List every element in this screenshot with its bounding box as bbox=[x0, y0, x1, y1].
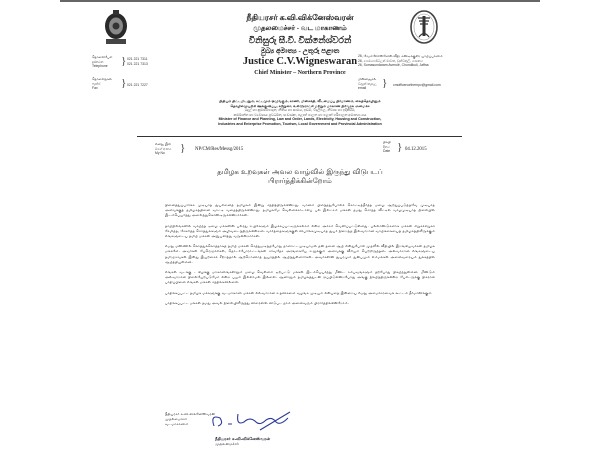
fax-label-tamil: தொலைநகல் bbox=[92, 77, 112, 81]
telephone-number: 021 221 7313 bbox=[127, 61, 148, 66]
role-sinhala: මුඛ්‍ය අමාත්‍ය - උතුරු පළාත bbox=[260, 47, 340, 55]
letter-title bbox=[160, 168, 440, 186]
official-stamp bbox=[215, 436, 270, 446]
telephone-label-sinhala: දුරකථන bbox=[92, 59, 104, 64]
address bbox=[358, 54, 498, 68]
email-labels bbox=[358, 77, 377, 91]
ministry-portfolio bbox=[140, 99, 460, 126]
ministry-line: நிதியும் திட்டமிடலும், சட்டமும் ஒழுங்கும், காணி, மின்சக்தி, வீடமைப்பு நிர்மாணம், கைத்தொழிலும் bbox=[219, 99, 381, 103]
email-label-english: email bbox=[358, 86, 367, 91]
signature-block bbox=[165, 412, 215, 427]
date-label-sinhala: දිනය bbox=[383, 144, 390, 149]
paragraph: எமது மண்ணில் கொத்துக்கொத்தாகத் தமிழ் மக்கள் செத்துமடிந்தபோது தாளாட்டமுடியாமல் தன் தனை ஆழ் என்றுபோல முதலில் வீதியில் இறங்கியவர்கள் தமிழக மக்களே. அவர்கள் பேரெழுச்சிகள், தொடர்போராட்டங்கள் சர்வதேச அரங்கையே உலுக்கும் அளவுக்கு வீரியம் பெற்றிருந்தன. அவ்வாறான எங்களுடைய தமிழுறவுகள் இன்று இயற்கைச் சீற்றத்தால் ஆற்றொணாத் துயரத்தில் ஆழ்ந்துள்ளார்கள். அவர்களின் துயரமும் துன்பமும் எம்மக்கள் அனைவரையும் துக்கத்தில் ஆழ்த்தியுள்ளன. bbox=[165, 244, 435, 264]
date-labels bbox=[383, 140, 391, 154]
email-label-sinhala: විද්‍යුත් තැපෑල bbox=[358, 81, 377, 86]
brace: } bbox=[382, 77, 388, 89]
paragraph: எங்கள் வடக்கு - கிழக்கு மாகாணங்களிலும் மழை வெள்ளம் ஏற்பட்டு மக்கள் இடம்பெயர்ந்து மீண்ட சம்பவங்களும் தற்போது நிகழ்ந்துள்ளன. மீண்டும் அவ்வாறான நிலையேற்படுமோ என்ற பயம் இல்லாமல் இல்லை. ஆனாலும் தமிழகத்துடன் ஒப்பிடுகின்றபோது அங்கு நிகழ்ந்திருக்கின்ற பேரிடருக்கு நிகரான பாதிப்பினை எங்கள் மக்கள் சந்திக்கவில்லை. bbox=[165, 270, 435, 285]
brace: } bbox=[397, 141, 403, 153]
letter-body bbox=[165, 203, 435, 311]
paragraph: தாழ்நிலங்களில் வாழ்ந்த ஏழை மக்களின் பலரது உயிர்களும் இழக்கப்பட்டிருக்கலாம் என்ற அச்சம் வெளிப்பட்டுள்ளது. பல்லாண்டுகளாக மக்கள் சிறுகச்சிறுகச் சேமித்த, சேகரித்த சொத்துக்களும் அழிவடைந்திருக்கின்றன. வார்த்தைகளுக்குள் விபரிக்கமுடியாத துயர் நிறைந்த இவ்வாறான வாழ்க்கையைத் தமிழகத்திலிருக்கும் எங்களுடைய தமிழ் மக்கள் அனுபவித்து வருகின்றார்கள். bbox=[165, 223, 435, 239]
stamp-name: நீதியரசர் க.வி.விக்னேஸ்வரன் bbox=[215, 436, 271, 441]
fax-label-sinhala: ෆැක්ස් bbox=[92, 81, 101, 86]
reference-labels bbox=[155, 142, 171, 156]
page-top-border bbox=[60, 0, 540, 2]
name-sinhala: විනිසුරු සී.වී. වික්නේශ්වරන් bbox=[248, 35, 352, 45]
reference-number: NP/CM/Res/Messg/2015 bbox=[195, 147, 244, 152]
paragraph: பாதிக்கப்பட்ட மக்கள் தமது அவல நிலையிலிருந்து விரைவில் விடுபட நாம் அனைவரும் பிரார்த்திக்கின்றோம். bbox=[165, 300, 349, 305]
brace: } bbox=[121, 77, 127, 89]
ministry-line: Minister of Finance and Planning, Law and Order, Lands, Electricity, Housing and Construction, bbox=[218, 117, 382, 121]
brace: } bbox=[180, 142, 186, 154]
ministry-line: தொழில்முயற்சி ஊக்குவிப்பு, சுற்றுலா, உள்ளூராட்சி மற்றும் மாகாண நிர்வாக அமைச்சு bbox=[230, 103, 370, 108]
email-label-tamil: மின்னஞ்சல் bbox=[358, 77, 377, 81]
ministry-line: කර්මාන්ත හා ව්‍යවසාය ප්‍රවර්ධන, සංචාරක, පළාත් පාලන හා පළාත් පරිපාලන අමාත්‍යාංශය bbox=[233, 112, 367, 117]
paragraph: பாதிக்கப்பட்ட தமிழக மக்களுக்கு வடமாகாண மக்கள் எவ்வாறான உதவிகளை வழங்க முடியும் என்பதை இன்றைய எமது அமைச்சரவைக் கூட்டம் தீர்மானிக்கும். bbox=[165, 290, 433, 295]
signatory-province: வடமாகாணம் bbox=[165, 422, 189, 426]
date-label-english: Date bbox=[383, 149, 391, 154]
northern-province-logo-icon bbox=[409, 9, 439, 45]
telephone-label-tamil: தொலைபேசி bbox=[92, 55, 113, 59]
title-line: பிரார்த்திக்கின்றோம் bbox=[268, 177, 332, 185]
role-tamil: முதலமைச்சர் - வட மாகாணம் bbox=[253, 24, 347, 32]
ref-label-english: My No bbox=[155, 151, 165, 156]
telephone-label-english: Telephone bbox=[92, 64, 108, 69]
paragraph: நினைத்துப்பார்க்க முடியாத துயரினைத் தமிழகம் இன்று சந்தித்திருக்கின்றது. வானம் பிளந்ததுபோலக் கொட்டித்தீர்த்த மழை ஆற்றுப்படுத்தவே முடியாத அளவுக்குத் தமிழகத்தினை வாட்டி வதைத்திருக்கின்றது. தமிழகமே வெள்ளக்காடாகிப் பல இலட்சம் மக்கள் தமது சொந்த வீட்டில் வாழமுடியாத நிலையில் இடம்பெயர்ந்து அலைந்துகொண்டிருக்கின்றார்கள். bbox=[165, 203, 435, 218]
signatory-name: நீதியரசர் க.வி.விக்னேஸ்வரன் bbox=[165, 412, 216, 416]
address-line: 26, சேமாலோஸ்ஸேன் வீதி, சுண்டிக்குளி, யாழ்ப்பாணம் bbox=[358, 54, 443, 58]
role-english: Chief Minister – Northern Province bbox=[254, 70, 346, 76]
date-label-tamil: திகதி bbox=[383, 140, 391, 144]
address-line: 26, සෙමර්සෙට්ලන් මාවත, චුන්ඩිකුලි, යාපනය bbox=[358, 58, 423, 63]
fax-number: 021 221 7227 bbox=[127, 83, 148, 87]
fax-labels bbox=[92, 77, 112, 91]
sri-lanka-emblem-icon bbox=[101, 9, 131, 46]
name-tamil: நீதியரசர் க.வி.விக்னேஸ்வரன் bbox=[246, 13, 354, 22]
signatory-role: முதலமைச்சர் bbox=[165, 417, 188, 421]
name-english: Justice C.V.Wigneswaran bbox=[242, 56, 358, 67]
fax-label-english: Fax bbox=[92, 86, 98, 91]
ref-label-tamil: எனது இல bbox=[155, 142, 171, 146]
letter-date: 04.12.2015 bbox=[405, 147, 427, 152]
stamp-role: முதலமைச்சர் bbox=[215, 441, 239, 446]
address-line: 26, Somasundaram Avenue, Chundikuli, Jaffna bbox=[358, 63, 429, 68]
ministry-line: Industries and Enterprise Promotion, Tourism, Local Government and Provincial Administration bbox=[218, 121, 382, 126]
telephone-labels bbox=[92, 55, 112, 69]
ministry-line: මුදල් හා ක්‍රමසම්පාදන, නීතිය හා සාමය, ඉඩම්, විදුලිබල, නිවාස හා ඉදිකිරීම්, bbox=[244, 108, 356, 112]
header-divider bbox=[137, 136, 462, 137]
brace: } bbox=[121, 55, 127, 67]
title-line: தமிழக உறவுகள் அவல வாழ்வில் இருந்து விடுபடப் bbox=[217, 168, 383, 176]
telephone-number: 021 221 7311 bbox=[127, 57, 148, 61]
telephone-numbers bbox=[127, 57, 148, 66]
ref-label-sinhala: මගේ අංකය bbox=[155, 146, 172, 151]
email-link[interactable]: cmofficenorthernpc@gmail.com bbox=[393, 83, 441, 87]
